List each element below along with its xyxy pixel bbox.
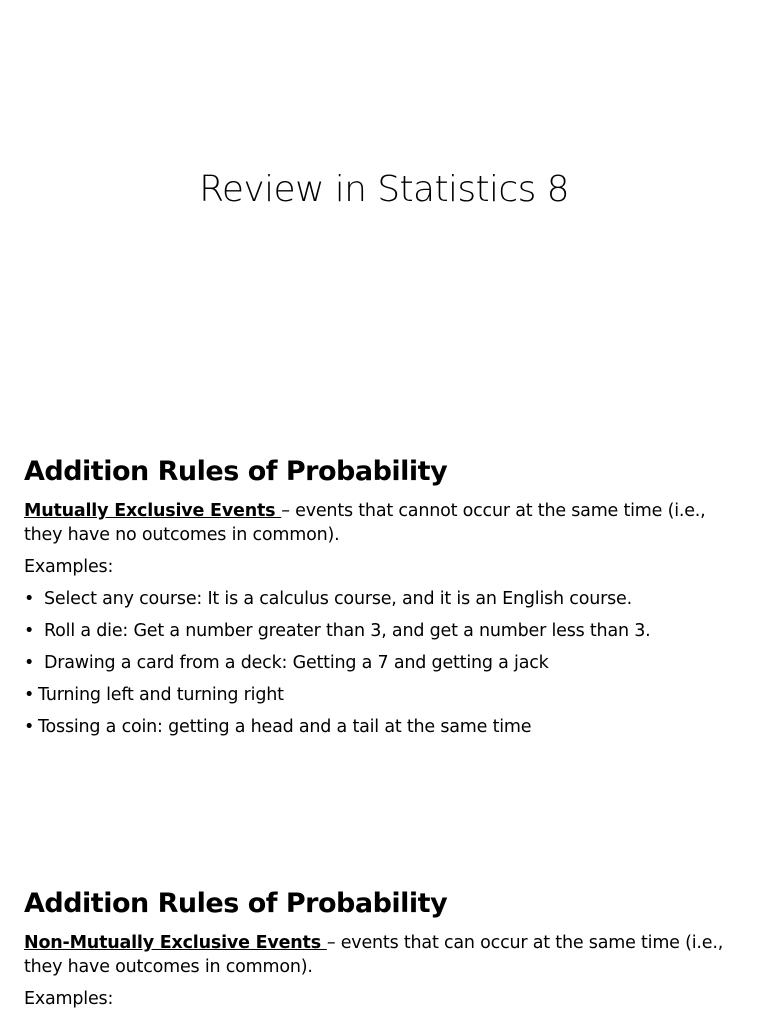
bullet-icon: • <box>24 685 35 705</box>
definition-term: Non-Mutually Exclusive Events <box>24 933 327 953</box>
list-item-text: Select any course: It is a calculus course, and it is an English course. <box>44 589 632 609</box>
bullet-icon: • <box>24 621 35 641</box>
list-item <box>24 587 736 611</box>
definition-paragraph <box>24 931 736 979</box>
slide-heading: Addition Rules of Probability <box>24 456 448 487</box>
list-item <box>24 651 736 675</box>
examples-list <box>24 587 736 739</box>
list-item-text: Turning left and turning right <box>38 685 284 705</box>
examples-label: Examples: <box>24 557 114 577</box>
bullet-icon: • <box>24 717 35 737</box>
list-item-text: Tossing a coin: getting a head and a tail at the same time <box>38 717 532 737</box>
definition-term: Mutually Exclusive Events <box>24 501 282 521</box>
definition-text: – events that cannot occur at the same time (i.e., they have no outcomes in common). <box>24 501 706 545</box>
definition-paragraph <box>24 499 736 547</box>
slide-body <box>24 499 736 747</box>
presentation-title: Review in Statistics 8 <box>199 169 569 210</box>
list-item <box>24 619 736 643</box>
definition-text: – events that can occur at the same time (i.e., they have outcomes in common). <box>24 933 724 977</box>
bullet-icon: • <box>24 589 35 609</box>
examples-label: Examples: <box>24 989 114 1009</box>
slide-mutually-exclusive <box>0 432 768 864</box>
bullet-icon: • <box>24 653 35 673</box>
list-item <box>24 715 736 739</box>
slide-body <box>24 931 736 1011</box>
list-item <box>24 683 736 707</box>
list-item-text: Roll a die: Get a number greater than 3, and get a number less than 3. <box>44 621 651 641</box>
list-item-text: Drawing a card from a deck: Getting a 7 and getting a jack <box>44 653 549 673</box>
slide-title <box>0 0 768 432</box>
slide-non-mutually-exclusive <box>0 864 768 1024</box>
slide-heading: Addition Rules of Probability <box>24 888 448 919</box>
